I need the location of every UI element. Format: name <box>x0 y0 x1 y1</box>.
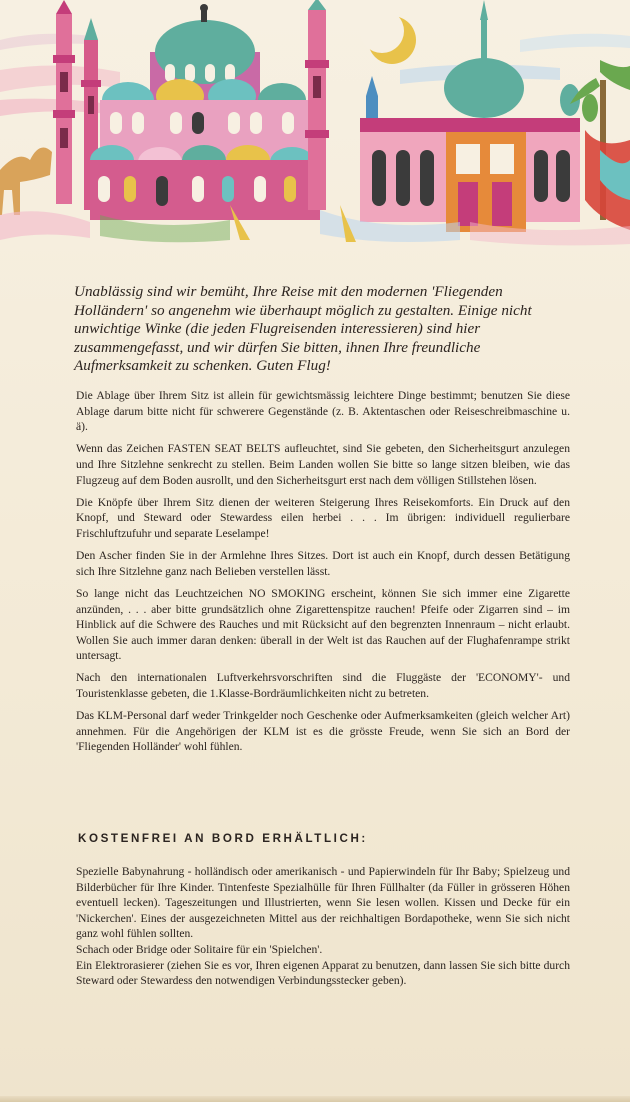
tip-paragraph: Die Knöpfe über Ihrem Sitz dienen der weiteren Steigerung Ihres Reisekomforts. Ein Druck auf den Knopf, und Steward oder Stewardess eilen herbei . . . Im übrigen: individuell regulierbare Frischluftzufuhr und separate Leselampe! <box>76 495 570 540</box>
tip-paragraph: Wenn das Zeichen FASTEN SEAT BELTS aufleuchtet, sind Sie gebeten, den Sicherheitsgurt anzulegen und Ihre Sitzlehne senkrecht zu stellen. Beim Landen wollen Sie bitte so lange sitzen bleiben, wie das Flugzeug auf dem Boden ausrollt, und den Sicherheitsgurt erst nach dem völligen Stillstehen lösen. <box>76 442 570 487</box>
intro-paragraph: Unablässig sind wir bemüht, Ihre Reise mit den modernen 'Fliegenden Holländern' so angenehm wie überhaupt möglich zu gestalten. Einige nicht unwichtige Winke (die jeden Flugreisenden interessieren) sind hier zusammengefasst, und wir dürfen Sie bitten, ihnen Ihre freundliche Aufmerksamkeit zu schenken. Guten Flug! <box>74 283 532 375</box>
page-edge <box>0 1096 630 1102</box>
travel-tips <box>76 388 570 762</box>
tip-paragraph: Den Ascher finden Sie in der Armlehne Ihres Sitzes. Dort ist auch ein Knopf, durch dessen Betätigung sich Ihre Sitzlehne ganz nach Belieben verstellen lässt. <box>76 549 570 578</box>
onboard-item: Ein Elektrorasierer (ziehen Sie es vor, Ihren eigenen Apparat zu benutzen, dann lassen Sie sich bitte durch Steward oder Stewardess den notwendigen Verbindungsstecker geben). <box>76 958 570 988</box>
tip-paragraph: Das KLM-Personal darf weder Trinkgelder noch Geschenke oder Aufmerksamkeiten (gleich welcher Art) annehmen. Für die Angehörigen der KLM ist es die grösste Freude, wenn Sie sich an Bord der 'Fliegenden Holländer' wohl fühlen. <box>76 709 570 754</box>
onboard-item: Spezielle Babynahrung - holländisch oder amerikanisch - und Papierwindeln für Ihr Baby; Spielzeug und Bilderbücher für Ihre Kinder. Tintenfeste Spezialhülle für Ihren Füllhalter (da Füller in grösseren Höhen eventuell lecken). Tageszeitungen und Illustrierten, wenn Sie lesen wollen. Kissen und Decke für ein 'Nickerchen'. Eines der ausgezeichneten Mittel aus der reichhaltigen Bordapotheke, wenn Sie sich nicht ganz wohl fühlen sollten. <box>76 865 570 941</box>
crescent-moon-icon <box>360 9 416 64</box>
tip-paragraph: So lange nicht das Leuchtzeichen NO SMOKING erscheint, können Sie sich immer eine Zigarette anzünden, . . . aber bitte grundsätzlich ohne Zigarettenspitze rauchen! Pfeife oder Zigarren sind – im Hinblick auf die Schwere des Rauches und mit Rücksicht auf den begrenzten Innenraum – nicht erlaubt. Wollen Sie auch immer daran denken: überall in der Welt ist das Rauchen auf der Flughafenrampe strikt untersagt. <box>76 586 570 663</box>
onboard-items <box>76 864 570 989</box>
oriental-skyline-illustration <box>0 0 630 250</box>
tip-paragraph: Nach den internationalen Luftverkehrsvorschriften sind die Fluggäste der 'ECONOMY'- und Touristenklasse gebeten, die 1.Klasse-Bordräumlichkeiten nicht zu betreten. <box>76 671 570 701</box>
section-heading: KOSTENFREI AN BORD ERHÄLTLICH: <box>78 832 368 845</box>
tip-paragraph: Die Ablage über Ihrem Sitz ist allein für gewichtsmässig leichtere Dinge bestimmt; benutzen Sie diese Ablage darum bitte nicht für schwerere Gegenstände (z. B. Aktentaschen oder Reiseschreibmaschine u. ä). <box>76 389 570 434</box>
onboard-item: Schach oder Bridge oder Solitaire für ein 'Spielchen'. <box>76 942 323 956</box>
